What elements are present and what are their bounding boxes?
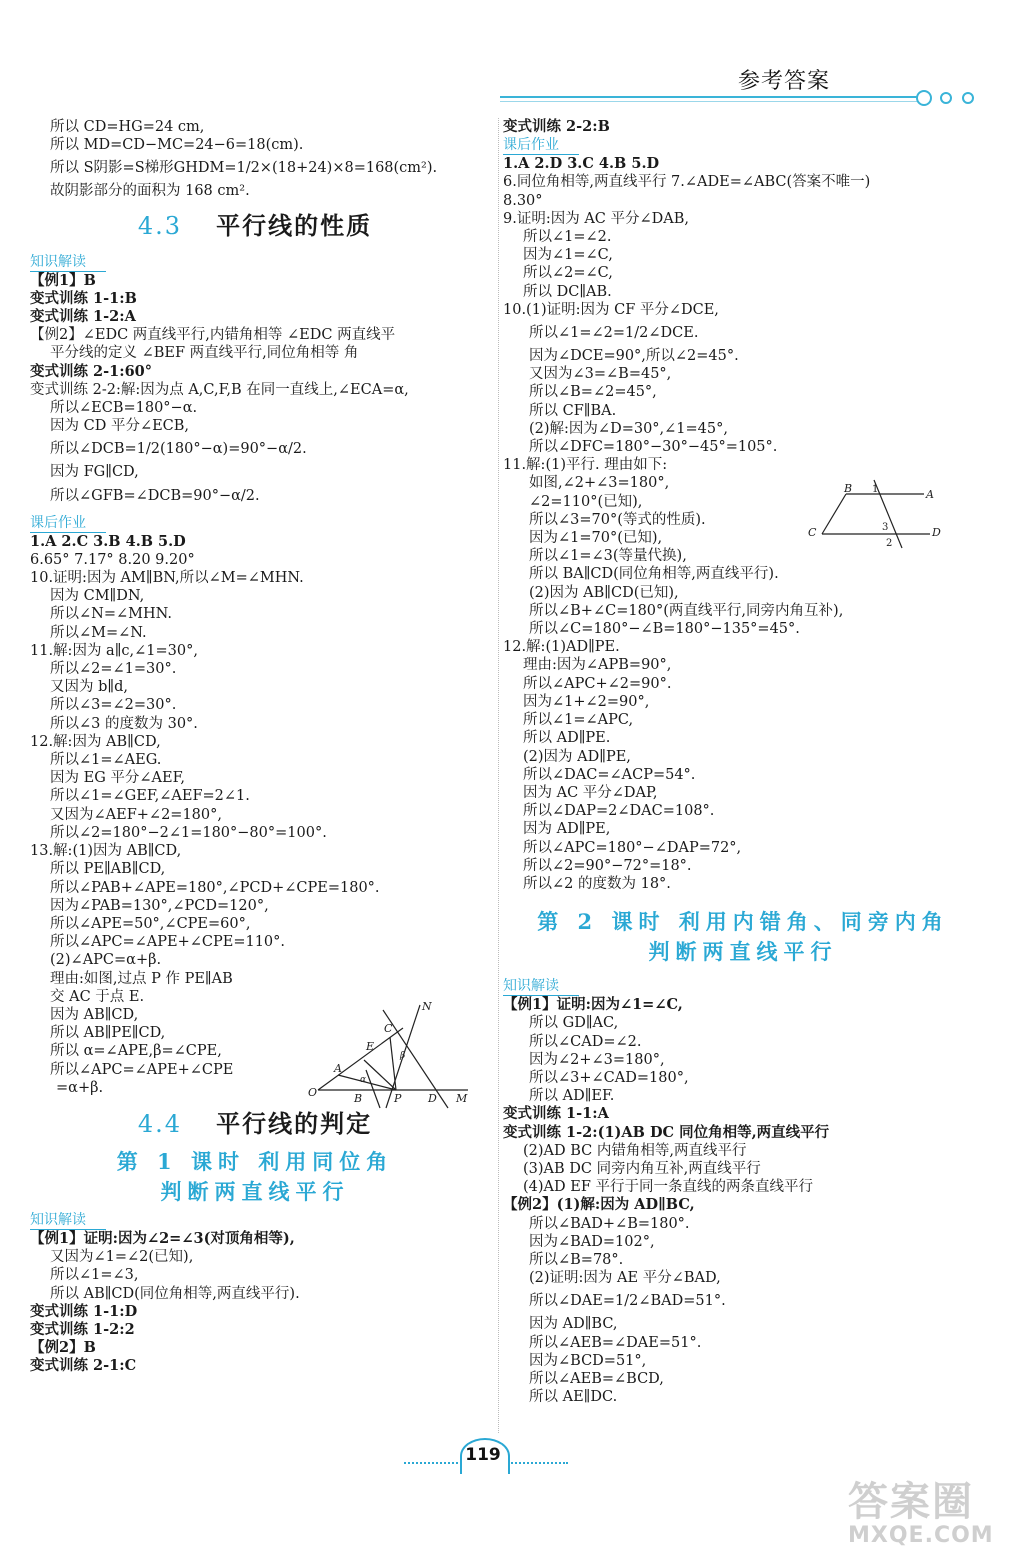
label-c: C	[808, 526, 817, 539]
text-line: 所以 AB∥CD(同位角相等,两直线平行).	[50, 1285, 300, 1302]
text-line: 6.65° 7.17° 8.20 9.20°	[30, 551, 195, 568]
text-line: 所以∠2=90°−72°=18°.	[523, 857, 692, 874]
label-angle-2: 2	[886, 538, 893, 549]
label-c: C	[384, 1022, 393, 1035]
text-line: 所以∠B=78°.	[529, 1251, 624, 1268]
text-line: 因为∠1+∠2=90°,	[523, 693, 650, 710]
header-circle-icon	[916, 90, 932, 106]
lesson-1-title-line2: 判断两直线平行	[160, 1178, 350, 1204]
lesson-2-title-line2: 判断两直线平行	[648, 939, 838, 965]
text-line: 所以 CF∥BA.	[529, 402, 617, 419]
text-line: (2)因为 AD∥PE,	[523, 748, 631, 765]
text-line: 12.解:(1)AD∥PE.	[503, 639, 620, 656]
section-title-4-4	[30, 1108, 480, 1138]
text-line: 因为∠PAB=130°,∠PCD=120°,	[50, 897, 269, 914]
text-line: 所以∠DAP=2∠DAC=108°.	[523, 803, 715, 820]
text-line: 所以∠2=∠C,	[523, 265, 613, 282]
text-line: 所以∠CAD=∠2.	[529, 1033, 642, 1050]
text-line: 因为∠2+∠3=180°,	[529, 1051, 665, 1068]
label-d: D	[932, 526, 941, 539]
text-line: 【例2】∠EDC 两直线平行,内错角相等 ∠EDC 两直线平	[30, 327, 396, 344]
text-line: 变式训练 2-2:B	[503, 118, 610, 135]
text-line: 所以∠2 的度数为 18°.	[523, 875, 671, 892]
text-line: 因为 CM∥DN,	[50, 588, 145, 605]
text-line: 所以∠DCB=1/2(180°−α)=90°−α/2.	[50, 441, 307, 458]
text-line: 因为∠1=∠C,	[523, 247, 613, 264]
text-line: 因为∠BAD=102°,	[529, 1233, 655, 1250]
text-line: 【例1】B	[30, 271, 96, 289]
subhead-knowledge: 知识解读	[30, 1211, 106, 1230]
text-line: 所以∠APC=180°−∠DAP=72°,	[523, 839, 742, 856]
label-o: O	[308, 1086, 318, 1099]
text-line: 所以∠APC=∠APE+∠CPE	[50, 1061, 234, 1078]
text-line: 11.解:因为 a∥c,∠1=30°,	[30, 642, 198, 659]
text-line: 6.同位角相等,两直线平行 7.∠ADE=∠ABC(答案不唯一)	[503, 174, 871, 191]
text-line: 所以∠AEB=∠BCD,	[529, 1370, 664, 1387]
text-line: 理由:如图,过点 P 作 PE∥AB	[50, 970, 233, 987]
text-line: 所以∠B=∠2=45°,	[529, 384, 657, 401]
text-line: 所以∠DAE=1/2∠BAD=51°.	[529, 1293, 726, 1310]
footer-dots-left	[404, 1462, 458, 1464]
text-line: 因为∠BCD=51°,	[529, 1352, 647, 1369]
text-line: 变式训练 1-1:A	[503, 1105, 609, 1123]
left-lines-top	[30, 118, 480, 201]
label-e: E	[366, 1040, 375, 1053]
watermark-text: 答案圈	[848, 1479, 974, 1525]
text-line: 变式训练 2-1:C	[30, 1357, 137, 1375]
text-line: 【例1】证明:因为∠2=∠3(对顶角相等),	[30, 1229, 295, 1247]
text-line: 所以 DC∥AB.	[523, 283, 612, 300]
section-name: 平行线的性质	[216, 210, 373, 240]
lesson-1-title-line1: 第 1 课时 利用同位角	[116, 1148, 394, 1174]
subhead-homework: 课后作业	[30, 514, 106, 533]
line-bc	[822, 494, 846, 534]
text-line: 【例2】B	[30, 1339, 96, 1357]
text-line: 所以∠3=∠2=30°.	[50, 697, 177, 714]
label-alpha: α	[360, 1075, 367, 1085]
text-line: 所以∠2=∠1=30°.	[50, 661, 177, 678]
watermark-url: MXQE.COM	[848, 1523, 994, 1548]
subhead-knowledge: 知识解读	[30, 253, 106, 272]
text-line: 故阴影部分的面积为 168 cm².	[50, 183, 250, 200]
header-circle-icon	[962, 92, 974, 104]
text-line: 因为 FG∥CD,	[50, 464, 139, 481]
text-line: 所以 CD=HG=24 cm,	[50, 119, 205, 135]
left-column	[30, 118, 480, 1376]
text-line: 11.解:(1)平行. 理由如下:	[503, 457, 668, 474]
text-line: 平分线的定义 ∠BEF 两直线平行,同位角相等 角	[50, 345, 359, 362]
text-line: 所以 S阴影=S梯形GHDM=1/2×(18+24)×8=168(cm²).	[50, 160, 438, 177]
left-lines-43a	[30, 272, 480, 510]
text-line: 所以 PE∥AB∥CD,	[50, 861, 166, 878]
text-line: (2)因为 AB∥CD(已知),	[529, 584, 679, 601]
text-line: 因为 AB∥CD,	[50, 1006, 139, 1023]
text-line: 所以∠3 的度数为 30°.	[50, 715, 198, 732]
text-line: 所以∠APC=∠APE+∠CPE=110°.	[50, 934, 286, 951]
text-line: 所以∠GFB=∠DCB=90°−α/2.	[50, 487, 260, 504]
text-line: 理由:因为∠APB=90°,	[523, 657, 672, 674]
text-line: 所以 GD∥AC,	[529, 1015, 619, 1032]
text-line: 变式训练 1-2:2	[30, 1320, 135, 1338]
text-line: 所以 AD∥PE.	[523, 730, 611, 747]
label-n: N	[422, 1000, 432, 1013]
label-a: A	[334, 1062, 342, 1075]
text-line: 又因为∠3=∠B=45°,	[529, 366, 672, 383]
text-line: 所以∠1=∠2.	[523, 229, 612, 246]
label-b: B	[354, 1092, 363, 1105]
text-line: 所以∠1=∠GEF,∠AEF=2∠1.	[50, 788, 250, 805]
label-d: D	[428, 1092, 437, 1105]
text-line: 变式训练 1-2:A	[30, 308, 136, 326]
text-line: 又因为 b∥d,	[50, 679, 128, 696]
label-angle-3: 3	[882, 522, 889, 533]
text-line: 所以∠ECB=180°−α.	[50, 400, 198, 417]
text-line: 变式训练 1-1:B	[30, 289, 137, 307]
label-a: A	[926, 488, 934, 501]
text-line: (3)AB DC 同旁内角互补,两直线平行	[523, 1160, 761, 1177]
subhead-homework: 课后作业	[503, 136, 579, 155]
subhead-knowledge: 知识解读	[503, 977, 579, 996]
text-line: 所以∠M=∠N.	[50, 624, 147, 641]
text-line: 因为 EG 平分∠AEF,	[50, 770, 186, 787]
text-line: 所以∠N=∠MHN.	[50, 606, 172, 623]
text-line: 1.A 2.D 3.C 4.B 5.D	[503, 155, 660, 173]
text-line: 所以∠1=∠AEG.	[50, 752, 162, 769]
text-line: 变式训练 2-2:解:因为点 A,C,F,B 在同一直线上,∠ECA=α,	[30, 381, 409, 398]
text-line: 变式训练 1-2:(1)AB DC 同位角相等,两直线平行	[503, 1123, 830, 1141]
text-line: 所以∠B+∠C=180°(两直线平行,同旁内角互补),	[529, 602, 844, 619]
text-line: 所以∠2=180°−2∠1=180°−80°=100°.	[50, 824, 327, 841]
text-line: 所以∠DAC=∠ACP=54°.	[523, 766, 696, 783]
text-line: 又因为∠AEF+∠2=180°,	[50, 806, 222, 823]
text-line: 因为 AD∥PE,	[523, 821, 611, 838]
text-line: 所以∠1=∠2=1/2∠DCE.	[529, 325, 699, 342]
header-rule-thin	[500, 101, 920, 102]
text-line: (2)∠APC=α+β.	[50, 952, 162, 969]
text-line: 12.解:因为 AB∥CD,	[30, 733, 161, 750]
right-lines-top	[503, 118, 983, 136]
text-line: 变式训练 2-1:60°	[30, 362, 153, 380]
text-line: 所以 α=∠APE,β=∠CPE,	[50, 1043, 222, 1060]
text-line: 因为 AD∥BC,	[529, 1316, 618, 1333]
text-line: 1.A 2.C 3.B 4.B 5.D	[30, 532, 186, 550]
text-line: 因为 AC 平分∠DAP,	[523, 784, 658, 801]
text-line: (2)解:因为∠D=30°,∠1=45°,	[529, 420, 728, 437]
text-line: 所以 BA∥CD(同位角相等,两直线平行).	[529, 566, 779, 583]
section-number: 4.4	[137, 1109, 183, 1138]
text-line: 所以∠DFC=180°−30°−45°=105°.	[529, 439, 778, 456]
text-line: 因为∠1=70°(已知),	[529, 530, 663, 547]
text-line: 所以 AD∥EF.	[529, 1088, 615, 1105]
lesson-2-title-line1: 第 2 课时 利用内错角、同旁内角	[537, 909, 949, 935]
text-line: 所以 AE∥DC.	[529, 1389, 618, 1406]
header-rule	[500, 96, 920, 98]
section-number: 4.3	[137, 211, 183, 240]
text-line: 所以 AB∥PE∥CD,	[50, 1025, 166, 1042]
text-line: 所以∠APC+∠2=90°.	[523, 675, 672, 692]
label-p: P	[394, 1092, 402, 1105]
text-line: 交 AC 于点 E.	[50, 988, 145, 1005]
text-line: 【例1】证明:因为∠1=∠C,	[503, 996, 683, 1014]
right-column	[503, 118, 983, 1406]
text-line: 所以∠3+∠CAD=180°,	[529, 1069, 689, 1086]
label-b: B	[844, 482, 853, 495]
line-ab	[366, 1070, 380, 1108]
text-line: 所以∠BAD+∠B=180°.	[529, 1215, 690, 1232]
text-line: 所以∠PAB+∠APE=180°,∠PCD+∠CPE=180°.	[50, 879, 380, 896]
figure-problem-11	[806, 478, 946, 550]
label-m: M	[456, 1092, 468, 1105]
text-line: 所以∠1=∠3(等量代换),	[529, 548, 687, 565]
page-header	[0, 0, 1022, 110]
left-lines-44	[30, 1230, 480, 1376]
text-line: 所以∠C=180°−∠B=180°−135°=45°.	[529, 621, 800, 638]
text-line: 变式训练 1-1:D	[30, 1302, 138, 1320]
text-line: (4)AD EF 平行于同一条直线的两条直线平行	[523, 1179, 813, 1196]
text-line: 所以∠APE=50°,∠CPE=60°,	[50, 915, 251, 932]
text-line: 10.证明:因为 AM∥BN,所以∠M=∠MHN.	[30, 570, 304, 587]
text-line: (2)AD BC 内错角相等,两直线平行	[523, 1142, 747, 1159]
page-number: 119	[465, 1445, 501, 1465]
right-lines-b	[503, 996, 983, 1406]
text-line: 13.解:(1)因为 AB∥CD,	[30, 843, 182, 860]
text-line: 如图,∠2+∠3=180°,	[529, 475, 670, 492]
header-circle-icon	[940, 92, 952, 104]
text-line: 所以∠3=70°(等式的性质).	[529, 511, 706, 528]
watermark-logo	[848, 1470, 994, 1548]
text-line: 所以∠1=∠APC,	[523, 712, 634, 729]
text-line: 所以∠1=∠3,	[50, 1267, 139, 1284]
text-line: ∠2=110°(已知),	[529, 493, 643, 510]
text-line: 【例2】(1)解:因为 AD∥BC,	[503, 1196, 695, 1214]
text-line: 所以 MD=CD−MC=24−6=18(cm).	[50, 137, 304, 154]
section-name: 平行线的判定	[216, 1108, 373, 1138]
text-line: 又因为∠1=∠2(已知),	[50, 1249, 194, 1266]
text-line: =α+β.	[56, 1079, 104, 1096]
figure-problem-13	[308, 1000, 478, 1110]
header-title: 参考答案	[738, 69, 831, 94]
text-line: 因为∠DCE=90°,所以∠2=45°.	[529, 348, 739, 365]
text-line: 所以∠AEB=∠DAE=51°.	[529, 1334, 702, 1351]
text-line: 9.证明:因为 AC 平分∠DAB,	[503, 210, 690, 227]
text-line: (2)证明:因为 AE 平分∠BAD,	[529, 1270, 721, 1287]
section-title-4-3	[30, 210, 480, 240]
label-beta: β	[400, 1051, 406, 1061]
text-line: 8.30°	[503, 192, 543, 209]
text-line: 10.(1)证明:因为 CF 平分∠DCE,	[503, 301, 719, 318]
text-line: 因为 CD 平分∠ECB,	[50, 418, 190, 435]
label-angle-1: 1	[872, 484, 879, 495]
footer-dots-right	[508, 1462, 568, 1464]
column-divider	[498, 118, 500, 1433]
